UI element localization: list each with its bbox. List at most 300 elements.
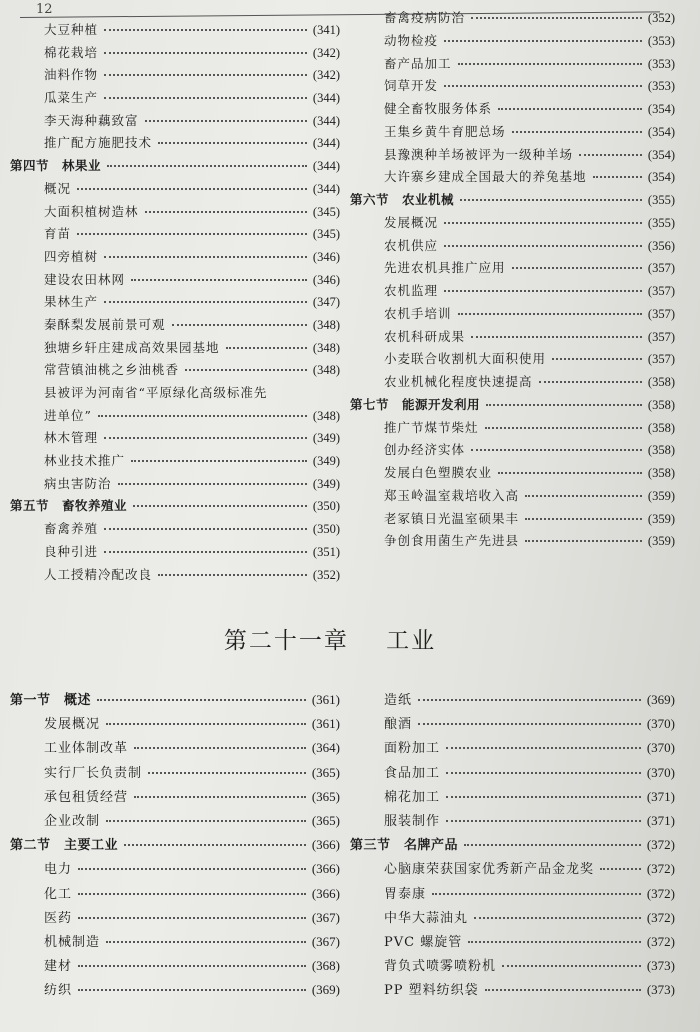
toc-page-number: (366) xyxy=(311,861,340,877)
dot-leader xyxy=(444,290,642,292)
dot-leader xyxy=(512,131,642,133)
toc-entry-title: 农机科研成果 xyxy=(384,328,466,344)
dot-leader xyxy=(106,941,306,943)
chapter-number: 第二十一章 xyxy=(223,628,349,654)
toc-entry xyxy=(350,689,675,713)
toc-entry xyxy=(10,786,340,810)
toc-page-number: (369) xyxy=(311,982,340,998)
toc-page-number: (350) xyxy=(312,499,340,514)
toc-entry-title: PP 塑料纺织袋 xyxy=(384,983,479,999)
toc-entry-title: 概况 xyxy=(44,180,72,196)
chapter-heading xyxy=(0,622,660,655)
toc-entry-title: 大许寨乡建成全国最大的养兔基地 xyxy=(384,169,587,185)
toc-page-number: (352) xyxy=(312,567,340,582)
dot-leader xyxy=(145,211,307,213)
toc-entry xyxy=(350,531,675,554)
toc-entry xyxy=(10,360,340,383)
toc-page-number: (370) xyxy=(646,764,675,780)
toc-page-number: (357) xyxy=(647,261,675,276)
dot-leader xyxy=(525,518,642,520)
toc-entry-title: 棉花栽培 xyxy=(44,44,99,60)
toc-entry-title: 农机手培训 xyxy=(384,305,452,321)
toc-entry-title: 农机监理 xyxy=(384,283,439,298)
toc-entry-title: 常营镇油桃之乡油桃香 xyxy=(44,362,180,378)
toc-page-number: (367) xyxy=(311,933,340,949)
dot-leader xyxy=(502,965,641,967)
toc-entry-title: 棉花加工 xyxy=(384,789,441,805)
toc-page-number: (371) xyxy=(646,812,675,828)
dot-leader xyxy=(133,505,307,507)
toc-entry xyxy=(350,486,675,509)
toc-entry-title: 第四节 林果业 xyxy=(10,158,102,174)
toc-entry xyxy=(350,509,675,532)
toc-entry xyxy=(350,810,675,834)
dot-leader xyxy=(552,358,642,360)
toc-page-number: (342) xyxy=(312,68,340,83)
dot-leader xyxy=(525,540,642,542)
toc-entry-title: 造纸 xyxy=(384,693,413,708)
dot-leader xyxy=(77,188,307,190)
toc-entry xyxy=(350,883,675,907)
toc-entry xyxy=(10,810,340,834)
toc-entry-title: 工业体制改革 xyxy=(44,741,129,757)
toc-page-number: (373) xyxy=(646,982,675,998)
toc-entry-title: 机械制造 xyxy=(44,934,101,950)
toc-entry xyxy=(10,65,340,88)
toc-entry-title: 第一节 概述 xyxy=(10,693,92,708)
dot-leader xyxy=(446,820,641,822)
toc-entry xyxy=(10,762,340,786)
toc-page-number: (349) xyxy=(312,476,340,491)
toc-entry-title: 饲草开发 xyxy=(384,78,439,94)
toc-entry-title: 酿酒 xyxy=(384,717,413,733)
dot-leader xyxy=(134,796,306,798)
toc-page-number: (347) xyxy=(312,295,340,310)
dot-leader xyxy=(104,437,307,439)
toc-page-number: (344) xyxy=(312,136,340,151)
toc-entry xyxy=(350,122,675,145)
toc-page-number: (367) xyxy=(311,909,340,925)
toc-entry-title: 先进农机具推广应用 xyxy=(384,260,506,276)
dot-leader xyxy=(104,301,307,303)
dot-leader xyxy=(446,747,641,749)
dot-leader xyxy=(104,551,307,553)
dot-leader xyxy=(226,347,307,349)
toc-entry-title: 县豫澳种羊场被评为一级种羊场 xyxy=(384,146,574,162)
page-number: 12 xyxy=(36,2,53,17)
toc-entry xyxy=(10,88,340,111)
toc-entry-title: 大面积植树造林 xyxy=(44,203,139,219)
toc-entry xyxy=(10,133,340,156)
toc-entry xyxy=(350,858,675,882)
toc-entry-title: 进单位” xyxy=(44,407,92,423)
toc-entry-title: 第七节 能源开发利用 xyxy=(350,396,481,412)
toc-entry xyxy=(10,542,340,565)
toc-column-upper-right xyxy=(350,8,675,554)
chapter-title: 工业 xyxy=(386,628,437,654)
dot-leader xyxy=(418,723,641,725)
toc-entry-title: 第五节 畜牧养殖业 xyxy=(10,498,128,514)
toc-entry-title: 畜禽疫病防治 xyxy=(384,10,466,25)
toc-page-number: (371) xyxy=(646,788,675,804)
toc-page-number: (369) xyxy=(646,692,675,707)
dot-leader xyxy=(579,154,642,156)
toc-page-number: (358) xyxy=(647,420,675,435)
toc-entry xyxy=(10,247,340,270)
toc-page-number: (365) xyxy=(311,788,340,804)
dot-leader xyxy=(158,574,307,576)
toc-page-number: (364) xyxy=(311,740,340,756)
toc-entry xyxy=(350,786,675,810)
toc-page-number: (365) xyxy=(311,764,340,780)
toc-page-number: (372) xyxy=(646,861,675,877)
toc-entry xyxy=(10,20,340,43)
toc-entry-title: 育苗 xyxy=(44,226,72,242)
toc-page-number: (342) xyxy=(312,45,340,60)
dot-leader xyxy=(77,233,307,235)
toc-entry-title: 企业改制 xyxy=(44,813,101,829)
toc-entry-title: 心脑康荣获国家优秀新产品金龙奖 xyxy=(384,862,595,878)
toc-entry-title: 瓜菜生产 xyxy=(44,90,99,106)
dot-leader xyxy=(118,483,307,485)
toc-section-heading xyxy=(350,834,675,858)
toc-entry xyxy=(350,463,675,486)
toc-entry xyxy=(10,955,340,979)
toc-entry xyxy=(10,111,340,134)
toc-page-number: (357) xyxy=(647,306,675,321)
dot-leader xyxy=(107,165,307,167)
toc-entry-title: 创办经济实体 xyxy=(384,442,466,458)
toc-entry-title: 健全畜牧服务体系 xyxy=(384,101,493,116)
dot-leader xyxy=(98,415,307,417)
toc-entry-title: 良种引进 xyxy=(44,543,99,559)
toc-page-number: (352) xyxy=(647,11,675,25)
dot-leader xyxy=(458,313,642,315)
toc-entry-title: 面粉加工 xyxy=(384,741,441,757)
toc-section-heading xyxy=(10,834,340,858)
toc-entry xyxy=(350,440,675,463)
toc-page-number: (358) xyxy=(647,443,675,458)
dot-leader xyxy=(498,108,642,110)
dot-leader xyxy=(131,279,307,281)
toc-entry-title: 第六节 农业机械 xyxy=(350,192,455,207)
toc-entry xyxy=(350,418,675,441)
toc-page-number: (361) xyxy=(311,716,340,732)
toc-page-number: (370) xyxy=(646,740,675,756)
dot-leader xyxy=(97,699,306,701)
dot-leader xyxy=(172,324,307,326)
toc-page-number: (361) xyxy=(311,692,340,707)
toc-entry xyxy=(350,979,675,1003)
dot-leader xyxy=(474,917,641,919)
dot-leader xyxy=(148,772,306,774)
toc-column-upper-left xyxy=(10,20,340,587)
toc-entry-title: 郑玉岭温室栽培收入高 xyxy=(384,487,520,503)
toc-page-number: (359) xyxy=(647,534,675,549)
toc-entry xyxy=(350,167,675,190)
toc-page-number: (355) xyxy=(647,215,675,230)
toc-entry-title: 实行厂长负责制 xyxy=(44,765,143,781)
toc-section-heading xyxy=(10,689,340,713)
toc-page-number: (348) xyxy=(312,317,340,332)
dot-leader xyxy=(446,772,641,774)
toc-entry xyxy=(350,762,675,786)
toc-page-number: (345) xyxy=(312,227,340,242)
toc-entry-title: 食品加工 xyxy=(384,765,441,781)
dot-leader xyxy=(432,893,641,895)
toc-entry-title: 独塘乡轩庄建成高效果园基地 xyxy=(44,339,220,355)
toc-page-number: (358) xyxy=(647,466,675,480)
toc-page-number: (368) xyxy=(311,958,340,974)
toc-page-number: (358) xyxy=(647,375,675,389)
dot-leader xyxy=(78,868,306,870)
toc-entry xyxy=(350,76,675,99)
toc-entry xyxy=(350,236,675,259)
dot-leader xyxy=(104,29,307,31)
toc-entry xyxy=(10,979,340,1003)
dot-leader xyxy=(600,868,641,870)
toc-entry-title: 王集乡黄牛育肥总场 xyxy=(384,123,506,139)
toc-page-number: (344) xyxy=(312,181,340,196)
toc-entry-title: 四旁植树 xyxy=(44,248,99,264)
toc-section-heading xyxy=(350,395,675,418)
dot-leader xyxy=(78,965,306,967)
toc-entry-title: 发展概况 xyxy=(384,214,439,230)
toc-page-number: (372) xyxy=(646,933,675,949)
toc-page-number: (346) xyxy=(312,249,340,264)
toc-page-number: (350) xyxy=(312,522,340,537)
toc-entry-title: 油料作物 xyxy=(44,67,99,83)
toc-page-number: (349) xyxy=(312,454,340,469)
toc-page-number: (351) xyxy=(312,544,340,559)
dot-leader xyxy=(444,245,642,247)
dot-leader xyxy=(458,63,642,65)
dot-leader xyxy=(104,52,307,54)
dot-leader xyxy=(539,381,642,383)
toc-page-number: (345) xyxy=(312,204,340,219)
toc-entry-title: 推广配方施肥技术 xyxy=(44,135,153,151)
toc-entry-title: 秦酥梨发展前景可观 xyxy=(44,316,166,332)
toc-entry-title: 推广节煤节柴灶 xyxy=(384,419,479,435)
toc-page-number: (341) xyxy=(312,23,340,37)
toc-entry-title: 农业机械化程度快速提高 xyxy=(384,374,533,389)
dot-leader xyxy=(471,449,642,451)
dot-leader xyxy=(104,97,307,99)
toc-entry xyxy=(10,428,340,451)
toc-entry-title: 动物检疫 xyxy=(384,32,439,48)
toc-section-heading xyxy=(10,156,340,179)
dot-leader xyxy=(446,796,641,798)
toc-entry-title: 人工授精冷配改良 xyxy=(44,566,153,582)
toc-entry xyxy=(350,99,675,122)
dot-leader xyxy=(485,989,641,991)
toc-entry-title: 小麦联合收割机大面积使用 xyxy=(384,351,547,367)
toc-entry-title: 农机供应 xyxy=(384,237,439,253)
toc-entry-title: 果林生产 xyxy=(44,294,99,310)
toc-entry xyxy=(10,474,340,497)
toc-entry-title: 建材 xyxy=(44,959,73,975)
toc-page-number: (370) xyxy=(646,716,675,732)
toc-entry xyxy=(10,292,340,315)
toc-entry-title: 发展白色塑膜农业 xyxy=(384,465,493,480)
dot-leader xyxy=(512,267,642,269)
toc-entry-title: 背负式喷雾喷粉机 xyxy=(384,959,497,975)
toc-entry-title: 林木管理 xyxy=(44,430,99,446)
toc-entry xyxy=(10,451,340,474)
toc-entry xyxy=(350,304,675,327)
toc-entry xyxy=(10,858,340,882)
dot-leader xyxy=(464,844,641,846)
toc-page-number: (353) xyxy=(647,56,675,71)
dot-leader xyxy=(185,369,307,371)
toc-entry xyxy=(350,213,675,236)
toc-entry xyxy=(10,883,340,907)
toc-page-number: (349) xyxy=(312,431,340,446)
dot-leader xyxy=(468,941,641,943)
toc-page-number: (354) xyxy=(647,124,675,139)
toc-page-number: (365) xyxy=(311,812,340,828)
toc-entry-title: 第二节 主要工业 xyxy=(10,838,119,854)
toc-page-number: (353) xyxy=(647,79,675,94)
toc-entry xyxy=(350,737,675,761)
toc-entry xyxy=(350,955,675,979)
toc-entry-title: 化工 xyxy=(44,886,73,902)
dot-leader xyxy=(471,17,642,19)
dot-leader xyxy=(444,40,642,42)
toc-entry xyxy=(10,406,340,429)
toc-page-number: (344) xyxy=(312,91,340,106)
toc-entry-title: 服装制作 xyxy=(384,813,441,829)
dot-leader xyxy=(593,176,642,178)
dot-leader xyxy=(145,120,307,122)
dot-leader xyxy=(418,699,641,701)
toc-entry xyxy=(350,145,675,168)
dot-leader xyxy=(104,74,307,76)
toc-page-number: (356) xyxy=(647,238,675,253)
toc-page-number: (357) xyxy=(647,352,675,367)
dot-leader xyxy=(124,844,306,846)
toc-entry-title: 畜产品加工 xyxy=(384,55,452,71)
toc-entry xyxy=(350,54,675,77)
toc-page-number: (354) xyxy=(647,102,675,116)
toc-entry xyxy=(350,713,675,737)
toc-entry-title: 病虫害防治 xyxy=(44,475,112,491)
dot-leader xyxy=(498,472,642,474)
dot-leader xyxy=(134,747,306,749)
toc-column-lower-right xyxy=(350,689,675,1003)
toc-entry xyxy=(10,202,340,225)
dot-leader xyxy=(104,528,307,530)
toc-entry-title: 李天海种藕致富 xyxy=(44,112,139,128)
toc-page-number: (348) xyxy=(312,363,340,378)
toc-entry xyxy=(350,31,675,54)
dot-leader xyxy=(131,460,307,462)
toc-entry xyxy=(350,907,675,931)
toc-entry xyxy=(350,372,675,395)
dot-leader xyxy=(444,85,642,87)
toc-entry-title: 争创食用菌生产先进县 xyxy=(384,533,520,549)
dot-leader xyxy=(471,336,642,338)
dot-leader xyxy=(78,893,306,895)
dot-leader xyxy=(158,142,307,144)
toc-page-number: (357) xyxy=(647,329,675,344)
toc-page-number: (346) xyxy=(312,272,340,287)
toc-page-number: (357) xyxy=(647,284,675,298)
toc-entry-title: 胃泰康 xyxy=(384,886,427,902)
toc-entry xyxy=(350,931,675,955)
toc-entry xyxy=(350,258,675,281)
toc-page-number: (359) xyxy=(647,488,675,503)
toc-section-heading xyxy=(10,496,340,519)
toc-entry-title: 电力 xyxy=(44,862,73,878)
dot-leader xyxy=(104,256,307,258)
toc-entry-title: 发展概况 xyxy=(44,717,101,733)
toc-entry xyxy=(10,315,340,338)
toc-page-number: (344) xyxy=(312,159,340,174)
toc-page-number: (355) xyxy=(647,193,675,207)
toc-entry-title: 大豆种植 xyxy=(44,22,99,37)
toc-entry xyxy=(10,519,340,542)
toc-entry-title: 林业技术推广 xyxy=(44,453,126,469)
toc-entry-wrapped-line: 县被评为河南省“平原绿化高级标准先 xyxy=(44,385,268,400)
toc-page-number: (372) xyxy=(646,909,675,925)
toc-entry xyxy=(10,907,340,931)
toc-page-number: (344) xyxy=(312,113,340,128)
toc-page-number: (354) xyxy=(647,170,675,185)
toc-page-number: (359) xyxy=(647,511,675,526)
dot-leader xyxy=(106,723,306,725)
toc-page-number: (366) xyxy=(311,885,340,901)
toc-entry xyxy=(10,270,340,293)
toc-page-number: (348) xyxy=(312,408,340,423)
dot-leader xyxy=(525,495,642,497)
toc-entry xyxy=(10,565,340,588)
toc-column-lower-left xyxy=(10,689,340,1003)
toc-page-number: (348) xyxy=(312,340,340,355)
toc-page-number: (372) xyxy=(646,885,675,901)
toc-page-number: (354) xyxy=(647,147,675,162)
toc-entry-title: 纺织 xyxy=(44,983,73,999)
toc-entry xyxy=(10,224,340,247)
toc-entry xyxy=(10,338,340,361)
toc-page-number: (373) xyxy=(646,958,675,974)
toc-entry-title: 医药 xyxy=(44,910,73,926)
toc-page-number: (358) xyxy=(647,397,675,412)
toc-page-number: (366) xyxy=(311,837,340,853)
toc-entry xyxy=(350,327,675,350)
dot-leader xyxy=(444,222,642,224)
toc-section-heading xyxy=(350,190,675,213)
dot-leader xyxy=(460,199,642,201)
toc-entry xyxy=(10,737,340,761)
dot-leader xyxy=(78,917,306,919)
dot-leader xyxy=(78,989,306,991)
toc-entry-title: PVC 螺旋管 xyxy=(384,934,463,950)
dot-leader xyxy=(106,820,306,822)
toc-entry xyxy=(10,43,340,66)
toc-entry xyxy=(350,281,675,304)
toc-entry xyxy=(350,8,675,31)
toc-page-number: (372) xyxy=(646,837,675,853)
toc-entry xyxy=(10,931,340,955)
toc-entry xyxy=(10,179,340,202)
dot-leader xyxy=(485,427,642,429)
toc-entry xyxy=(10,713,340,737)
toc-page-number: (353) xyxy=(647,33,675,48)
toc-entry-title: 第三节 名牌产品 xyxy=(350,838,459,854)
toc-entry xyxy=(350,349,675,372)
dot-leader xyxy=(486,404,642,406)
